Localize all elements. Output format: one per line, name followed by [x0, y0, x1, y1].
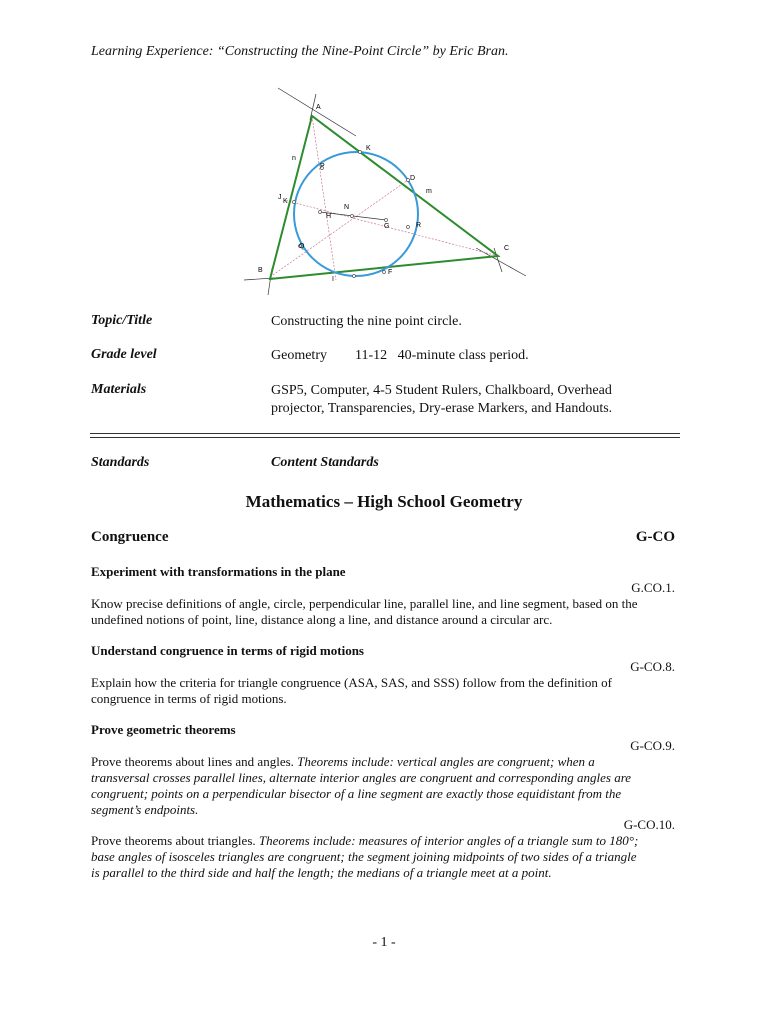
subheading-rigid-motions: Understand congruence in terms of rigid motions — [91, 643, 364, 658]
page-number: - 1 - — [372, 935, 396, 950]
para-g-co-10-italic-3: is parallel to the third side and half the length; the medians of a triangle meet at a point. — [91, 865, 552, 880]
altitude-line-1 — [312, 116, 336, 280]
topic-label: Topic/Title — [91, 313, 153, 328]
altitude-line-3 — [284, 200, 498, 256]
label-q: Q — [299, 243, 305, 250]
divider-top — [90, 433, 680, 434]
para-g-co-9-line-3 — [91, 786, 681, 803]
para-g-co-8-line-2: congruence in terms of rigid motions. — [91, 691, 287, 706]
para-g-co-9-italic-1: Theorems include: vertical angles are congruent; when a — [297, 754, 595, 769]
point-j — [293, 201, 296, 204]
label-line-n: n — [292, 155, 296, 162]
code-g-co-10: G-CO.10. — [623, 817, 675, 832]
document-header: Learning Experience: “Constructing the Nine-Point Circle” by Eric Bran. — [91, 44, 509, 59]
para-g-co-10-line-3 — [91, 865, 681, 882]
nine-point-circle-figure — [236, 80, 536, 302]
section-code: G-CO — [635, 529, 675, 545]
para-g-co-1-line-2: undefined notions of point, line, distance along a line, and distance around a circular arc. — [91, 612, 553, 627]
label-g: G — [384, 223, 390, 230]
para-g-co-9-italic-2: transversal crosses parallel lines, alternate interior angles are congruent and corresponding angles are — [91, 770, 632, 785]
para-g-co-8-line-1: Explain how the criteria for triangle congruence (ASA, SAS, and SSS) follow from the definition of — [91, 675, 612, 690]
para-g-co-10-italic-1: Theorems include: measures of interior angles of a triangle sum to 180°; — [258, 833, 639, 848]
triangle-abc — [270, 116, 498, 279]
divider-bottom — [90, 437, 680, 438]
point-n — [351, 215, 354, 218]
grade-label: Grade level — [91, 347, 157, 362]
point-k-top — [359, 151, 362, 154]
point-f — [383, 271, 386, 274]
para-g-co-10-line-1 — [91, 833, 681, 850]
content-standards-label: Content Standards — [271, 455, 379, 470]
label-c: C — [504, 245, 510, 252]
para-g-co-9-line-1 — [91, 754, 681, 771]
materials-label: Materials — [91, 382, 147, 397]
para-g-co-9-line-2 — [91, 770, 681, 787]
point-r — [407, 226, 410, 229]
subheading-geometric-theorems: Prove geometric theorems — [91, 722, 236, 737]
label-k: K — [366, 145, 371, 152]
para-g-co-9-line-4 — [91, 802, 681, 819]
label-p: P — [320, 163, 325, 170]
para-g-co-9-italic-3: congruent; points on a perpendicular bisector of a line segment are exactly those equidistant from the — [91, 786, 622, 801]
label-r: R — [416, 222, 422, 229]
para-g-co-9-italic-4: segment’s endpoints. — [91, 802, 199, 817]
code-g-co-9: G-CO.9. — [630, 738, 675, 753]
para-g-co-10-line-2 — [91, 849, 681, 866]
code-g-co-8: G-CO.8. — [630, 659, 675, 674]
section-congruence: Congruence — [91, 529, 169, 545]
para-g-co-10-lead: Prove theorems about triangles. — [91, 833, 259, 848]
label-f: F — [388, 269, 393, 276]
label-n: N — [344, 204, 350, 211]
point-h — [319, 211, 322, 214]
subheading-transformations: Experiment with transformations in the plane — [91, 564, 346, 579]
label-d: D — [410, 175, 416, 182]
materials-line-1: GSP5, Computer, 4-5 Student Rulers, Chalkboard, Overhead — [271, 383, 612, 398]
para-g-co-9-lead: Prove theorems about lines and angles. — [91, 754, 298, 769]
para-g-co-1-line-1: Know precise definitions of angle, circle, perpendicular line, parallel line, and line segment, based on the — [91, 596, 638, 611]
label-b: B — [258, 267, 263, 274]
standards-label: Standards — [91, 455, 150, 470]
label-h: H — [326, 213, 332, 220]
standards-title: Mathematics – High School Geometry — [245, 492, 523, 511]
nine-point-circle — [294, 152, 418, 276]
label-i: I — [332, 276, 334, 283]
grade-value: Geometry 11-12 40-minute class period. — [271, 348, 529, 363]
label-a: A — [316, 104, 321, 111]
point-g — [385, 219, 388, 222]
extension-line-a — [278, 88, 356, 136]
code-g-co-1: G.CO.1. — [631, 580, 675, 595]
point-i — [353, 275, 356, 278]
label-j: J — [278, 194, 282, 201]
extension-line-c2 — [494, 248, 502, 272]
materials-line-2: projector, Transparencies, Dry-erase Markers, and Handouts. — [271, 401, 613, 416]
label-k-small: K — [283, 198, 288, 205]
label-line-m: m — [426, 188, 432, 195]
para-g-co-10-italic-2: base angles of isosceles triangles are congruent; the segment joining midpoints of two sides of a triangle — [91, 849, 637, 864]
topic-value: Constructing the nine point circle. — [271, 314, 462, 329]
